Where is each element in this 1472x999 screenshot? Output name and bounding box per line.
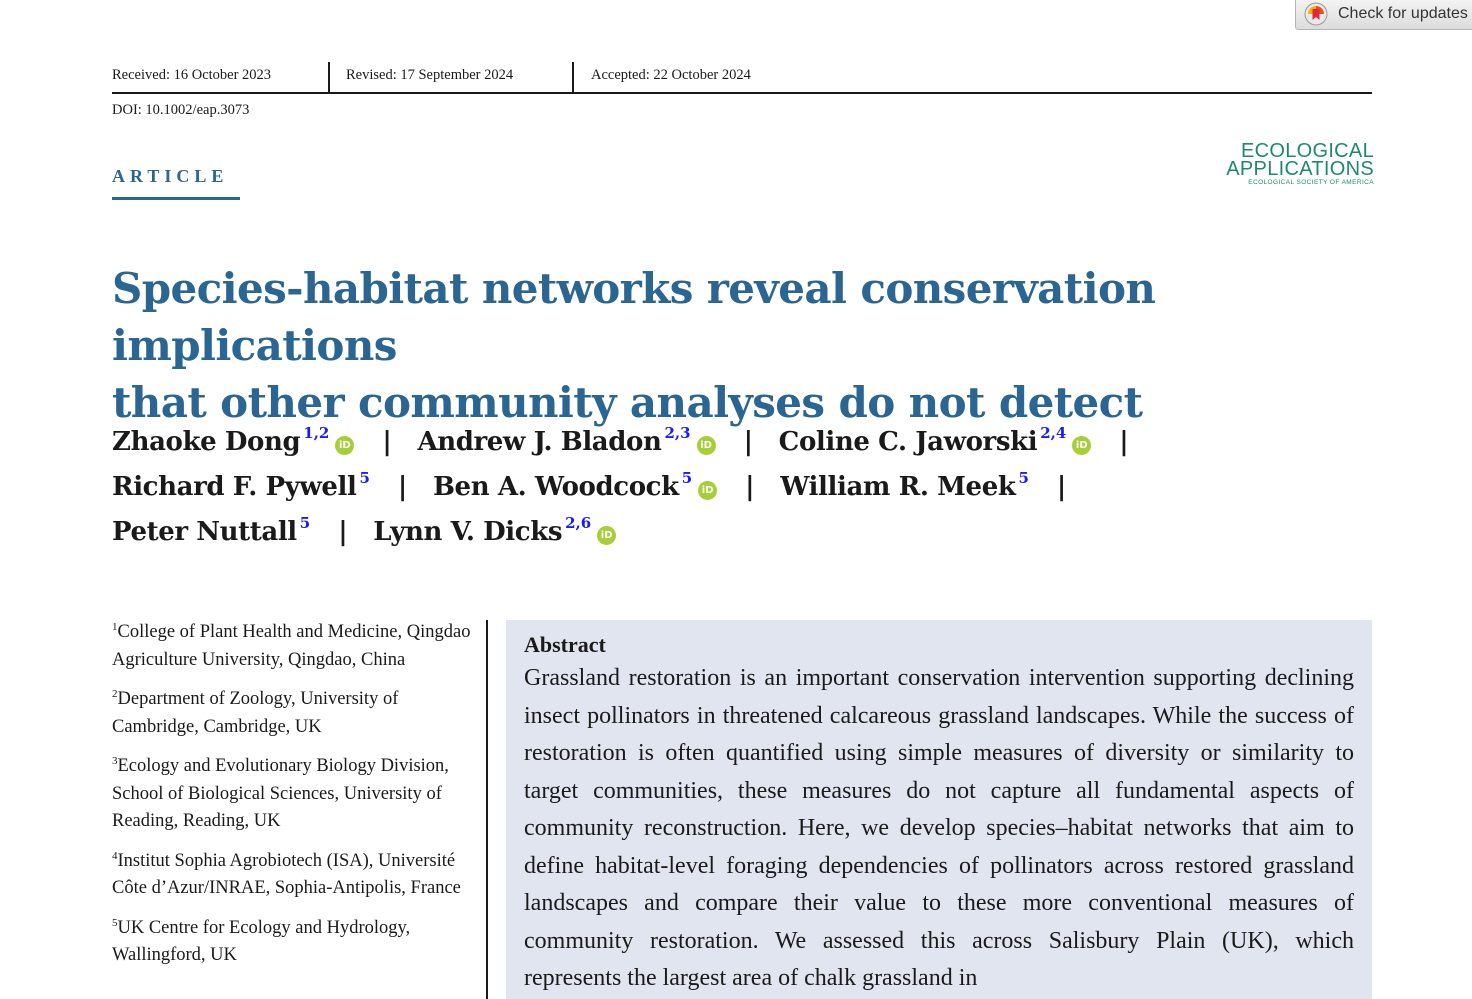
author-row [112, 469, 1372, 514]
author-separator: | [743, 427, 753, 457]
affiliation: $^1$College of Plant Health and Medicine, Qingdao Agriculture University, Qingdao, China [112, 621, 471, 670]
affiliation-link[interactable]: 5 [359, 469, 370, 487]
author-row [112, 514, 1372, 559]
author-separator: | [1056, 472, 1066, 502]
orcid-icon[interactable]: iD [597, 526, 616, 545]
affiliations [112, 614, 472, 977]
author: Zhaoke Dong $^{1,2}$iD [112, 424, 354, 457]
author-separator: | [1119, 427, 1129, 457]
author: Peter Nuttall $^5$ [112, 514, 311, 547]
author: Ben A. Woodcock $^5$iD [433, 469, 717, 502]
accepted-date: Accepted: 22 October 2024 [591, 67, 751, 83]
affiliation: $^2$Department of Zoology, University of Cambridge, Cambridge, UK [112, 688, 399, 737]
received-date: Received: 16 October 2023 [112, 67, 272, 83]
dates-bar [112, 62, 1372, 94]
journal-logo-society: ECOLOGICAL SOCIETY OF AMERICA [1248, 179, 1374, 186]
column-divider [486, 620, 488, 999]
orcid-icon[interactable]: iD [1072, 436, 1091, 455]
doi[interactable]: DOI: 10.1002/eap.3073 [112, 102, 250, 118]
author: Coline C. Jaworski $^{2,4}$iD [779, 424, 1092, 457]
orcid-icon[interactable]: iD [697, 436, 716, 455]
author-list [112, 424, 1372, 559]
abstract-box [506, 620, 1372, 999]
orcid-icon[interactable]: iD [335, 436, 354, 455]
check-for-updates-button[interactable] [1295, 0, 1472, 30]
author-separator: | [338, 517, 348, 547]
article-type: ARTICLE [112, 166, 240, 200]
affiliation-link[interactable]: 5 [681, 469, 693, 487]
affiliation-link[interactable]: 2,4 [1040, 424, 1067, 442]
affiliation-link[interactable]: 2,6 [565, 514, 592, 532]
title-line2: that other community analyses do not detect [112, 378, 1143, 427]
author: Richard F. Pywell $^5$ [112, 469, 370, 502]
journal-logo-line1: ECOLOGICAL [1240, 140, 1374, 162]
affiliation-link[interactable]: 1,2 [303, 424, 330, 442]
author-separator: | [745, 472, 755, 502]
author-row [112, 424, 1372, 469]
title-line1: Species-habitat networks reveal conservation implications [112, 264, 1156, 370]
author-separator: | [397, 472, 407, 502]
author: Andrew J. Bladon $^{2,3}$iD [417, 424, 715, 457]
affiliation: $^4$Institut Sophia Agrobiotech (ISA), Université Côte d’Azur/INRAE, Sophia-Antipolis, France [112, 849, 461, 898]
orcid-icon[interactable]: iD [698, 481, 717, 500]
abstract-text: Grassland restoration is an important conservation intervention supporting declining insect pollinators in threatened calcareous grassland landscapes. While the success of restoration is often quantified using simple measures of diversity or similarity to target communities, these measures do not capture all fundamental aspects of community reconstruction. Here, we develop species–habitat networks that aim to define habitat-level foraging dependencies of pollinators across restored grassland landscapes and compare their value to these more conventional measures of community restoration. We assessed this across Salisbury Plain (UK), which represents the largest area of chalk grassland in [524, 665, 1354, 991]
abstract-heading: Abstract [524, 632, 606, 657]
affiliation-link[interactable]: 5 [299, 514, 311, 532]
author: William R. Meek $^5$ [780, 469, 1029, 502]
revised-date: Revised: 17 September 2024 [346, 67, 514, 83]
article-title [112, 260, 1372, 431]
affiliation: $^3$Ecology and Evolutionary Biology Division, School of Biological Sciences, University of Reading, Reading, UK [112, 755, 449, 831]
author: Lynn V. Dicks $^{2,6}$iD [373, 514, 616, 547]
check-updates-icon [1304, 2, 1328, 26]
author-separator: | [382, 427, 392, 457]
affiliation-link[interactable]: 2,3 [664, 424, 691, 442]
journal-logo-line2: APPLICATIONS [1226, 158, 1374, 180]
journal-logo[interactable] [1214, 142, 1374, 187]
affiliation: $^5$UK Centre for Ecology and Hydrology, Wallingford, UK [112, 916, 411, 965]
check-updates-label: Check for updates [1338, 5, 1468, 22]
date-divider [328, 62, 330, 94]
affiliation-link[interactable]: 5 [1018, 469, 1029, 487]
date-divider [572, 62, 574, 94]
